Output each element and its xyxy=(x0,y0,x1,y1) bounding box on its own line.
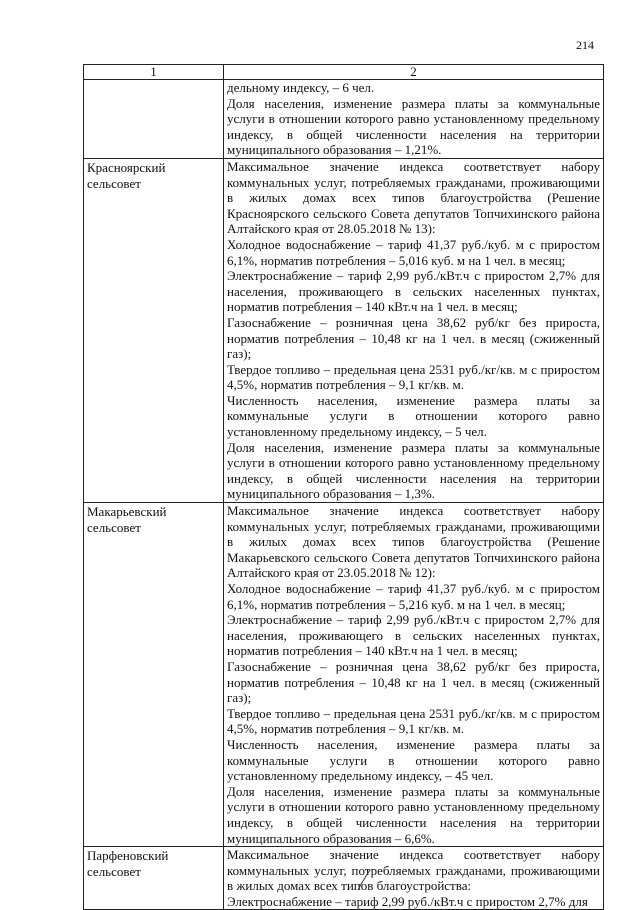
paragraph: Твердое топливо – предельная цена 2531 руб./кг/кв. м с приростом 4,5%, норматив потребления – 9,1 кг/кв. м. xyxy=(227,361,600,393)
content-cell xyxy=(224,503,604,847)
region-cell xyxy=(84,847,224,910)
data-table xyxy=(83,64,604,910)
paragraph: Газоснабжение – розничная цена 38,62 руб/кг без прироста, норматив потребления – 10,48 кг на 1 чел. в месяц (сжиженный газ); xyxy=(227,314,600,362)
content-cell xyxy=(224,158,604,502)
paragraph: Доля населения, изменение размера платы за коммунальные услуги в отношении которого равно установленному предельному индексу, в общей численности населения на территории муниципального образования – 1,3%. xyxy=(227,439,600,502)
paragraph: Численность населения, изменение размера платы за коммунальные услуги в отношении которого равно установленному предельному индексу, – 5 чел. xyxy=(227,392,600,440)
table-row xyxy=(84,503,604,847)
paragraph: Газоснабжение – розничная цена 38,62 руб/кг без прироста, норматив потребления – 10,48 кг на 1 чел. в месяц (сжиженный газ); xyxy=(227,658,600,706)
table-header-row xyxy=(84,65,604,80)
page-number: 214 xyxy=(576,38,594,52)
region-name: Парфеновский сельсовет xyxy=(87,848,169,879)
paragraph: Максимальное значение индекса соответствует набору коммунальных услуг, потребляемых гражданами, проживающими в жилых домах всех типов благоустройства (Решение Макарьевского сельского Совета депутатов Топчихинского района Алтайского края от 23.05.2018 № 12): xyxy=(227,503,600,581)
paragraph: Максимальное значение индекса соответствует набору коммунальных услуг, потребляемых гражданами, проживающими в жилых домах всех типов благоустройства (Решение Красноярского сельского Совета депутатов Топчихинского района Алтайского края от 28.05.2018 № 13): xyxy=(227,158,600,237)
content-cell xyxy=(224,847,604,910)
paragraph: Численность населения, изменение размера платы за коммунальные услуги в отношении которого равно установленному предельному индексу, – 45 чел. xyxy=(227,736,600,784)
table-row xyxy=(84,847,604,910)
column-header-2: 2 xyxy=(224,65,604,80)
paragraph: Электроснабжение – тариф 2,99 руб./кВт.ч с приростом 2,7% для населения, проживающего в сельских населенных пунктах, норматив потребления – 140 кВт.ч на 1 чел. в месяц; xyxy=(227,612,600,659)
region-cell xyxy=(84,80,224,159)
paragraph: дельному индексу, – 6 чел. xyxy=(227,80,375,95)
paragraph: Электроснабжение – тариф 2,99 руб./кВт.ч с приростом 2,7% для населения, проживающего в сельских населенных пунктах, норматив потребления – 140 кВт.ч на 1 чел. в месяц; xyxy=(227,268,600,315)
region-cell xyxy=(84,158,224,502)
paragraph: Твердое топливо – предельная цена 2531 руб./кг/кв. м с приростом 4,5%, норматив потребления – 9,1 кг/кв. м. xyxy=(227,705,600,737)
paragraph: Холодное водоснабжение – тариф 41,37 руб./куб. м с приростом 6,1%, норматив потребления – 5,016 куб. м на 1 чел. в месяц; xyxy=(227,236,600,268)
pen-mark xyxy=(352,868,376,892)
paragraph: Электроснабжение – тариф 2,99 руб./кВт.ч с приростом 2,7% для xyxy=(227,893,588,909)
table-row xyxy=(84,158,604,502)
content-cell xyxy=(224,80,604,159)
paragraph: Максимальное значение индекса соответствует набору коммунальных услуг, потребляемых гражданами, проживающими в жилых домах всех типов благоустройства: xyxy=(227,847,600,894)
region-name: Макарьевский сельсовет xyxy=(87,504,167,535)
region-cell xyxy=(84,503,224,847)
paragraph: Холодное водоснабжение – тариф 41,37 руб./куб. м с приростом 6,1%, норматив потребления – 5,216 куб. м на 1 чел. в месяц; xyxy=(227,581,600,612)
paragraph: Доля населения, изменение размера платы за коммунальные услуги в отношении которого равно установленному предельному индексу, в общей численности населения на территории муниципального образования – 6,6%. xyxy=(227,783,600,846)
column-header-1: 1 xyxy=(84,65,224,80)
region-name: Красноярский сельсовет xyxy=(87,159,166,191)
paragraph: Доля населения, изменение размера платы за коммунальные услуги в отношении которого равно установленному предельному индексу, в общей численности населения на территории муниципального образования – 1,21%. xyxy=(227,95,600,158)
table-row xyxy=(84,80,604,159)
